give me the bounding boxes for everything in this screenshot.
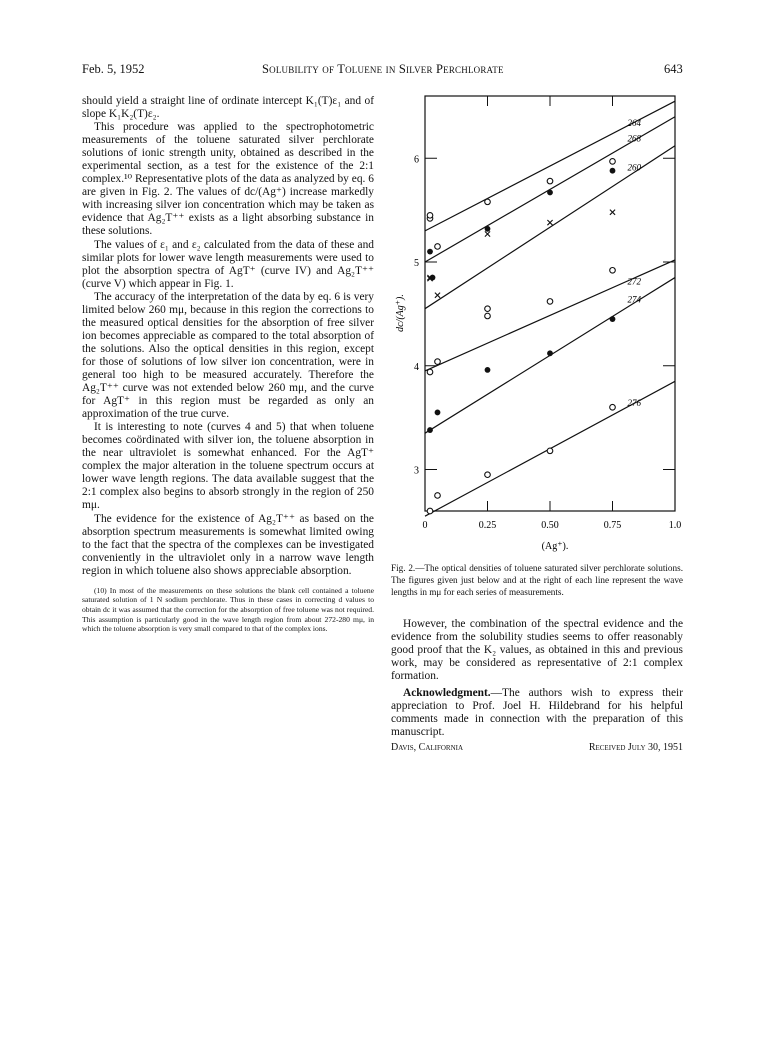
data-point-cross bbox=[435, 293, 440, 298]
data-point-filled bbox=[485, 367, 491, 373]
data-point-open bbox=[427, 369, 433, 375]
data-point-filled bbox=[427, 427, 433, 433]
running-header-page: 643 bbox=[664, 62, 683, 76]
location: Davis, California bbox=[391, 742, 464, 754]
x-tick-label: 0.25 bbox=[478, 520, 497, 531]
series-label-260: 260 bbox=[627, 162, 641, 173]
data-point-open bbox=[427, 213, 433, 219]
received-date: Received July 30, 1951 bbox=[588, 742, 683, 754]
paragraph-however: However, the combination of the spectral evidence and the evidence from the solubility studies seems to offer reasonably good proof that the K₂ values, as obtained in this and previous work, may be considered as representative of 2:1 complex formation. bbox=[391, 618, 683, 683]
footnote-10: (10) In most of the measurements on these solutions the blank cell contained a toluene saturated solution of 1 N sodium perchlorate. Thus in these cases in correcting d values to obtain dc it was assumed that the correction for the absorption of free toluene was not required. This assumption is particularly good in the wave length region from about 272-280 mμ, in which the toluene absorption is very small compared to that of the complex ions. bbox=[82, 585, 374, 634]
data-point-open bbox=[610, 404, 616, 410]
right-column bbox=[391, 618, 683, 754]
figure-2-caption: Fig. 2.—The optical densities of toluene saturated silver perchlorate solutions. The figures given just below and at the right of each line represent the wave lengths in mμ for each series of measurements. bbox=[391, 563, 683, 598]
data-point-open bbox=[435, 493, 441, 499]
data-point-open bbox=[485, 472, 491, 478]
data-point-filled bbox=[547, 190, 553, 196]
data-point-open bbox=[547, 299, 553, 305]
series-label-274: 274 bbox=[627, 294, 641, 305]
x-axis-title: (Ag⁺). bbox=[541, 541, 569, 552]
series-label-264: 264 bbox=[627, 117, 641, 128]
paragraph-acknowledgment bbox=[391, 687, 683, 739]
y-axis-title: dc/(Ag⁺). bbox=[395, 294, 406, 332]
paragraph-procedure: This procedure was applied to the spectrophotometric measurements of the toluene saturated silver perchlorate solutions of ionic strength unity, obtained as described in the experimental section, as a test for the existence of the 2:1 complex.¹⁰ Representative plots of the data as analyzed by eq. 6 are given in Fig. 2. The values of dc/(Ag⁺) increase markedly with increasing silver ion concentration which may be taken as evidence that Ag₂T⁺⁺ exists as a light absorbing substance in these solutions. bbox=[82, 121, 374, 238]
data-point-filled bbox=[547, 350, 553, 356]
data-point-open bbox=[547, 178, 553, 184]
data-point-open bbox=[485, 199, 491, 205]
signature-line bbox=[391, 741, 683, 754]
x-tick-label: 0 bbox=[422, 520, 428, 531]
acknowledgment-text: —The authors wish to express their appreciation to Prof. Joel H. Hildebrand for his helpful comments made in connection with the preparation of this manuscript. bbox=[391, 687, 683, 739]
data-point-filled bbox=[427, 249, 433, 255]
left-column bbox=[82, 95, 374, 634]
paragraph-continued: should yield a straight line of ordinate intercept K₁(T)ε₁ and of slope K₁K₂(T)ε₂. bbox=[82, 95, 374, 121]
data-point-open bbox=[427, 508, 433, 514]
data-point-open bbox=[610, 268, 616, 274]
y-tick-label: 3 bbox=[414, 465, 419, 477]
paragraph-accuracy: The accuracy of the interpretation of the data by eq. 6 is very limited below 260 mμ, because in this region the corrections to the measured optical densities for the absorption of free silver ion becomes appreciable as compared to the total absorption of the solutions. Also the optical densities in this region, except for those of solutions of low silver ion concentration, were in general too high to be measured accurately. Therefore the Ag₂T⁺⁺ curve was not extended below 260 mμ, and the curve for AgT⁺ in this region must be regarded as only an approximation of the true curve. bbox=[82, 290, 374, 421]
data-point-open bbox=[435, 244, 441, 250]
series-label-272: 272 bbox=[627, 276, 641, 287]
paragraph-values: The values of ε₁ and ε₂ calculated from the data of these and similar plots for lower wave length measurements were used to plot the absorption spectra of AgT⁺ (curve IV) and Ag₂T⁺⁺ (curve V) which appear in Fig. 1. bbox=[82, 238, 374, 290]
x-tick-label: 1.0 bbox=[668, 520, 682, 531]
data-point-cross bbox=[485, 231, 490, 236]
data-point-open bbox=[485, 313, 491, 319]
data-point-open bbox=[435, 359, 441, 365]
data-point-open bbox=[610, 159, 616, 165]
figure-2-chart bbox=[385, 88, 685, 552]
data-point-filled bbox=[485, 226, 491, 232]
y-tick-label: 4 bbox=[414, 361, 419, 373]
x-tick-label: 0.75 bbox=[603, 520, 622, 531]
data-point-cross bbox=[610, 210, 615, 215]
data-point-filled bbox=[435, 410, 441, 416]
data-point-open bbox=[485, 306, 491, 312]
data-point-cross bbox=[547, 220, 552, 225]
data-point-filled bbox=[610, 316, 616, 322]
acknowledgment-heading: Acknowledgment. bbox=[403, 687, 491, 700]
data-point-open bbox=[547, 448, 553, 454]
paragraph-evidence: The evidence for the existence of Ag₂T⁺⁺ as based on the absorption spectrum measurements is somewhat limited owing to the fact that the spectra of the complexes can be investigated conveniently in the ultraviolet only in a narrow wave length region in which toluene also shows appreciable absorption. bbox=[82, 512, 374, 577]
y-tick-label: 5 bbox=[414, 258, 419, 269]
series-label-276: 276 bbox=[627, 398, 641, 409]
running-header-date: Feb. 5, 1952 bbox=[82, 62, 145, 76]
running-header-title: Solubility of Toluene in Silver Perchlorate bbox=[262, 62, 504, 76]
data-point-filled bbox=[610, 168, 616, 174]
series-label-268: 268 bbox=[627, 133, 641, 144]
x-tick-label: 0.50 bbox=[541, 520, 559, 531]
paragraph-interesting: It is interesting to note (curves 4 and 5) that when toluene becomes coördinated with silver ion, the toluene absorption in the near ultraviolet is somewhat enhanced. For the AgT⁺ complex the major alteration in the toluene spectrum occurs at lower wave length regions. The data available suggest that the 2:1 complex also begins to absorb strongly in the region of 250 mμ. bbox=[82, 421, 374, 512]
y-tick-label: 6 bbox=[414, 154, 419, 166]
